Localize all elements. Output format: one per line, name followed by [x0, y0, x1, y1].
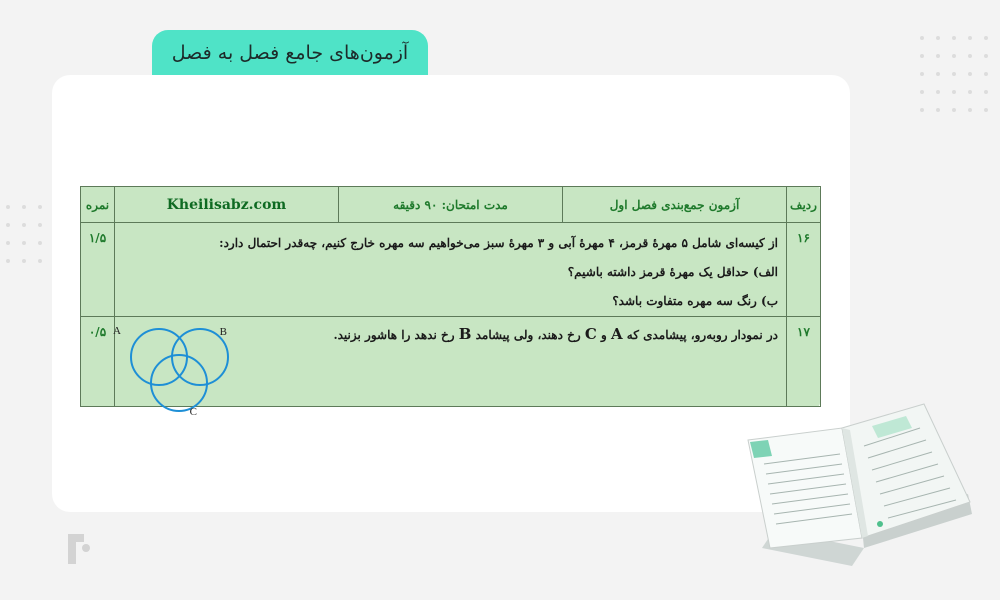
decorative-dots-left [6, 205, 58, 263]
q17-text-middle: رخ دهند، ولی پیشامد [475, 328, 581, 342]
header-score-label: نمره [81, 187, 115, 223]
question-row-16 [81, 223, 821, 317]
question-number: ۱۷ [787, 317, 821, 407]
question-16-line-3: ب) رنگ سه مهره متفاوت باشد؟ [612, 294, 778, 308]
set-a-symbol: A [610, 325, 623, 343]
venn-label-c: C [189, 406, 197, 418]
venn-label-a: A [113, 325, 121, 337]
q17-text-before-a: در نمودار روبه‌رو، پیشامدی که [626, 328, 778, 342]
venn-circle-c [151, 355, 207, 411]
question-16-line-1: از کیسه‌ای شامل ۵ مهرهٔ قرمز، ۴ مهرهٔ آبی و ۳ مهرهٔ سبز می‌خواهیم سه مهره خارج کنیم، چه‌قدر احتمال دارد: [219, 236, 778, 250]
question-text [115, 223, 787, 317]
exam-table [80, 186, 821, 418]
q17-word-and: و [600, 328, 607, 342]
header-duration: مدت امتحان: ۹۰ دقیقه [339, 187, 563, 223]
venn-circle-a [131, 329, 187, 385]
question-17-line [333, 325, 778, 343]
header-site: Kheilisabz.com [115, 187, 339, 223]
publisher-logo-icon [56, 528, 98, 574]
question-row-17 [81, 317, 821, 407]
question-score: ۱/۵ [81, 223, 115, 317]
set-c-symbol: C [584, 325, 597, 343]
set-b-symbol: B [458, 325, 472, 343]
question-number: ۱۶ [787, 223, 821, 317]
q17-text-after-b: رخ ندهد را هاشور بزنید. [333, 328, 455, 342]
decorative-dots-right [920, 36, 988, 112]
venn-diagram [113, 321, 237, 418]
header-row-label: ردیف [787, 187, 821, 223]
question-text [113, 317, 787, 418]
open-book-icon [742, 398, 980, 568]
banner-title: آزمون‌های جامع فصل به فصل [171, 42, 409, 64]
venn-label-b: B [219, 326, 227, 338]
exam-header-row [81, 187, 821, 223]
section-banner [152, 30, 428, 76]
question-16-line-2: الف) حداقل یک مهرهٔ قرمز داشته باشیم؟ [567, 265, 778, 279]
question-score: ۰/۵ [81, 317, 115, 407]
header-exam-title: آزمون جمع‌بندی فصل اول [563, 187, 787, 223]
